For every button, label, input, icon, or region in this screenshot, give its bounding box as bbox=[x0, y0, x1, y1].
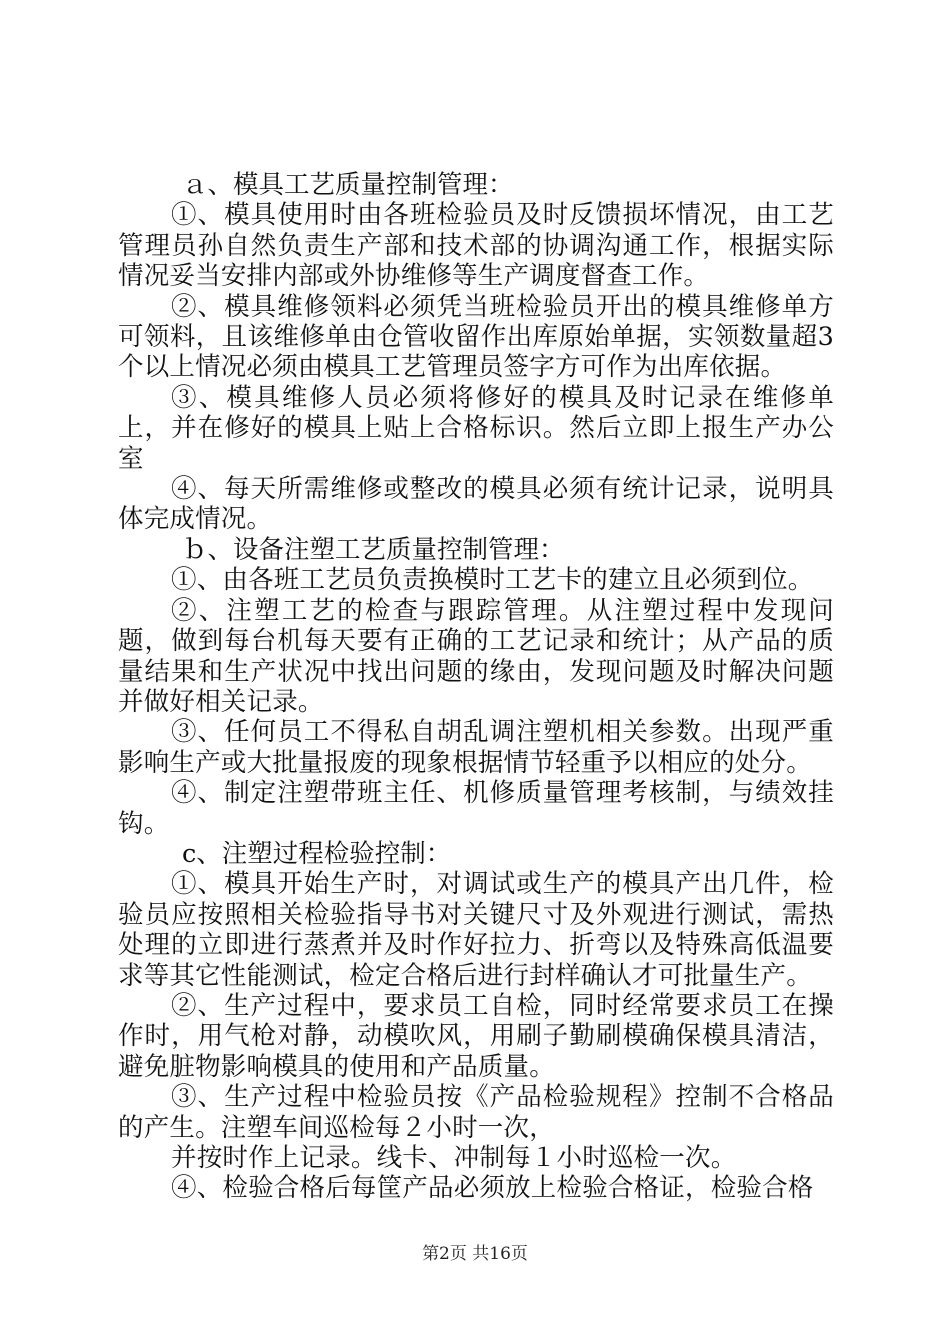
paragraph-b1: ①、由各班工艺员负责换模时工艺卡的建立且必须到位。 bbox=[171, 565, 814, 596]
paragraph-b2: ②、注塑工艺的检查与跟踪管理。从注塑过程中发现问题，做到每台机每天要有正确的工艺记录和统计；从产品的质量结果和生产状况中找出问题的缘由，发现问题及时解决问题并做好相关记录。 bbox=[118, 595, 834, 717]
paragraph-a4: ④、每天所需维修或整改的模具必须有统计记录，说明具体完成情况。 bbox=[118, 474, 834, 535]
section-heading-c: c、注塑过程检验控制： bbox=[182, 838, 452, 869]
section-heading-b: ｂ、设备注塑工艺质量控制管理： bbox=[182, 534, 565, 565]
document-body bbox=[118, 170, 834, 1204]
paragraph-a3: ③、模具维修人员必须将修好的模具及时记录在维修单上，并在修好的模具上贴上合格标识。然后立即上报生产办公室 bbox=[118, 382, 834, 474]
paragraph-b4: ④、制定注塑带班主任、机修质量管理考核制，与绩效挂钩。 bbox=[118, 778, 834, 839]
paragraph-c2: ②、生产过程中，要求员工自检，同时经常要求员工在操作时，用气枪对静，动模吹风，用刷子勤刷模确保模具清洁，避免脏物影响模具的使用和产品质量。 bbox=[118, 990, 834, 1082]
page-footer: 第2页 共16页 bbox=[422, 1244, 528, 1264]
paragraph-b3: ③、任何员工不得私自胡乱调注塑机相关参数。出现严重影响生产或大批量报废的现象根据情节轻重予以相应的处分。 bbox=[118, 717, 834, 778]
paragraph-a2: ②、模具维修领料必须凭当班检验员开出的模具维修单方可领料，且该维修单由仓管收留作出库原始单据，实领数量超3个以上情况必须由模具工艺管理员签字方可作为出库依据。 bbox=[118, 291, 834, 383]
section-heading-a: ａ、模具工艺质量控制管理： bbox=[182, 170, 514, 200]
paragraph-c1: ①、模具开始生产时，对调试或生产的模具产出几件，检验员应按照相关检验指导书对关键尺寸及外观进行测试，需热处理的立即进行蒸煮并及时作好拉力、折弯以及特殊高低温要求等其它性能测试，检定合格后进行封样确认才可批量生产。 bbox=[118, 869, 834, 991]
paragraph-c4: ④、检验合格后每筐产品必须放上检验合格证，检验合格 bbox=[171, 1173, 814, 1204]
paragraph-c3: ③、生产过程中检验员按《产品检验规程》控制不合格品的产生。注塑车间巡检每２小时一次， bbox=[118, 1082, 834, 1143]
paragraph-a1: ①、模具使用时由各班检验员及时反馈损坏情况，由工艺管理员孙自然负责生产部和技术部的协调沟通工作，根据实际情况妥当安排内部或外协维修等生产调度督查工作。 bbox=[118, 200, 834, 292]
paragraph-c3-continued: 并按时作上记录。线卡、冲制每１小时巡检一次。 bbox=[171, 1143, 737, 1173]
